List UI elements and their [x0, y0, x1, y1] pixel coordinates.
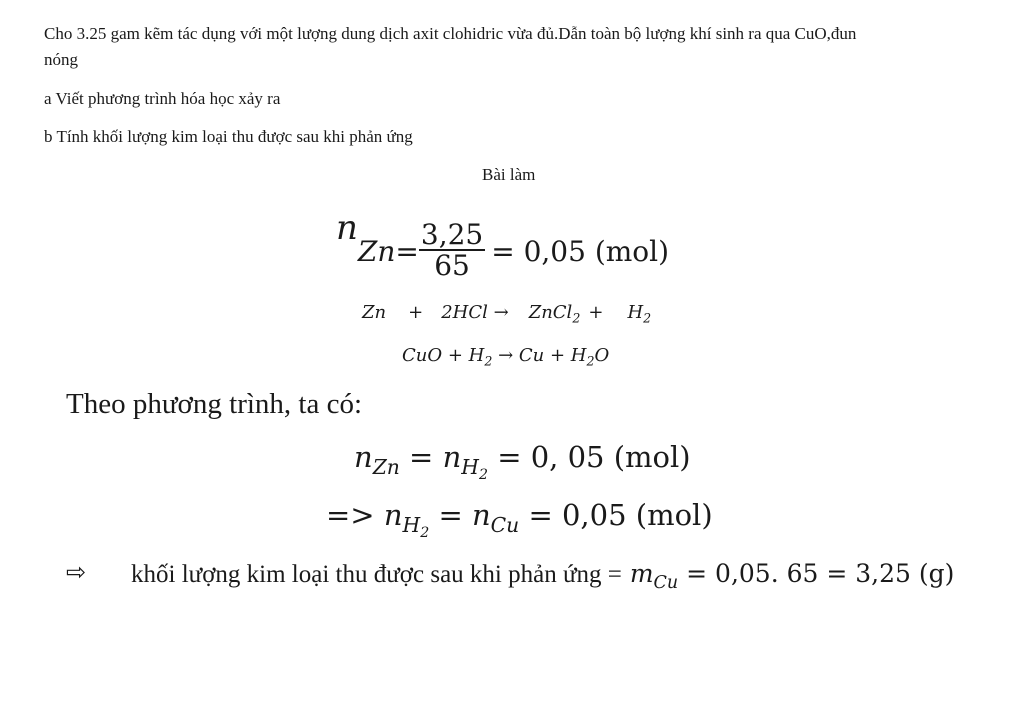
fraction-denominator: 65 [434, 249, 470, 283]
fraction [419, 220, 485, 282]
product-h2: $H_2$ [627, 302, 652, 326]
reactant-hcl: 2HCl → [441, 302, 509, 323]
problem-part-b: b Tính khối lượng kim loại thu được sau khi phản ứng [44, 127, 413, 146]
problem-line-2: nóng [44, 50, 78, 69]
conclusion-result: = 0,05. 65 = 3,25 (g) [678, 559, 955, 588]
theo-phuong-trinh: Theo phương trình, ta có: [66, 388, 363, 420]
n-symbol: n [336, 207, 358, 248]
plus-sign: + [408, 302, 424, 323]
product-zncl2: ZnCl$_2$ [528, 302, 581, 326]
equals-sign: = [395, 234, 419, 268]
problem-part-a: a Viết phương trình hóa học xảy ra [44, 89, 281, 108]
mole-ratio-equation: $n_{Zn} = n_{H_2} = 0$, 05 (mol) [354, 440, 691, 484]
solution-title: Bài làm [482, 165, 536, 184]
conclusion-text: khối lượng kim loại thu được sau khi phản ứng = [131, 561, 622, 588]
reaction-zn-hcl [362, 302, 651, 325]
conclusion [131, 558, 954, 599]
plus-sign-2: + [588, 302, 604, 323]
moles-zn-equation [336, 207, 670, 283]
fraction-numerator: 3,25 [420, 218, 484, 251]
result: = 0,05 (mol) [491, 234, 670, 268]
reactant-zn: Zn [362, 302, 387, 323]
problem-line-1: Cho 3.25 gam kẽm tác dụng với một lượng dung dịch axit clohidric vừa đủ.Dẫn toàn bộ lượng khí sinh ra qua CuO,đun [44, 24, 857, 43]
cu-moles-equation: => $n_{H_2} = n_{Cu} = 0,05$ (mol) [326, 498, 713, 542]
zn-subscript: Zn [357, 234, 396, 268]
mass-cu: $m_{Cu}$ [621, 559, 679, 594]
conclusion-arrow-icon: ⇨ [66, 560, 87, 586]
reaction-cuo-h2: CuO + $H_2 \to Cu + H_2O$ [402, 345, 610, 369]
